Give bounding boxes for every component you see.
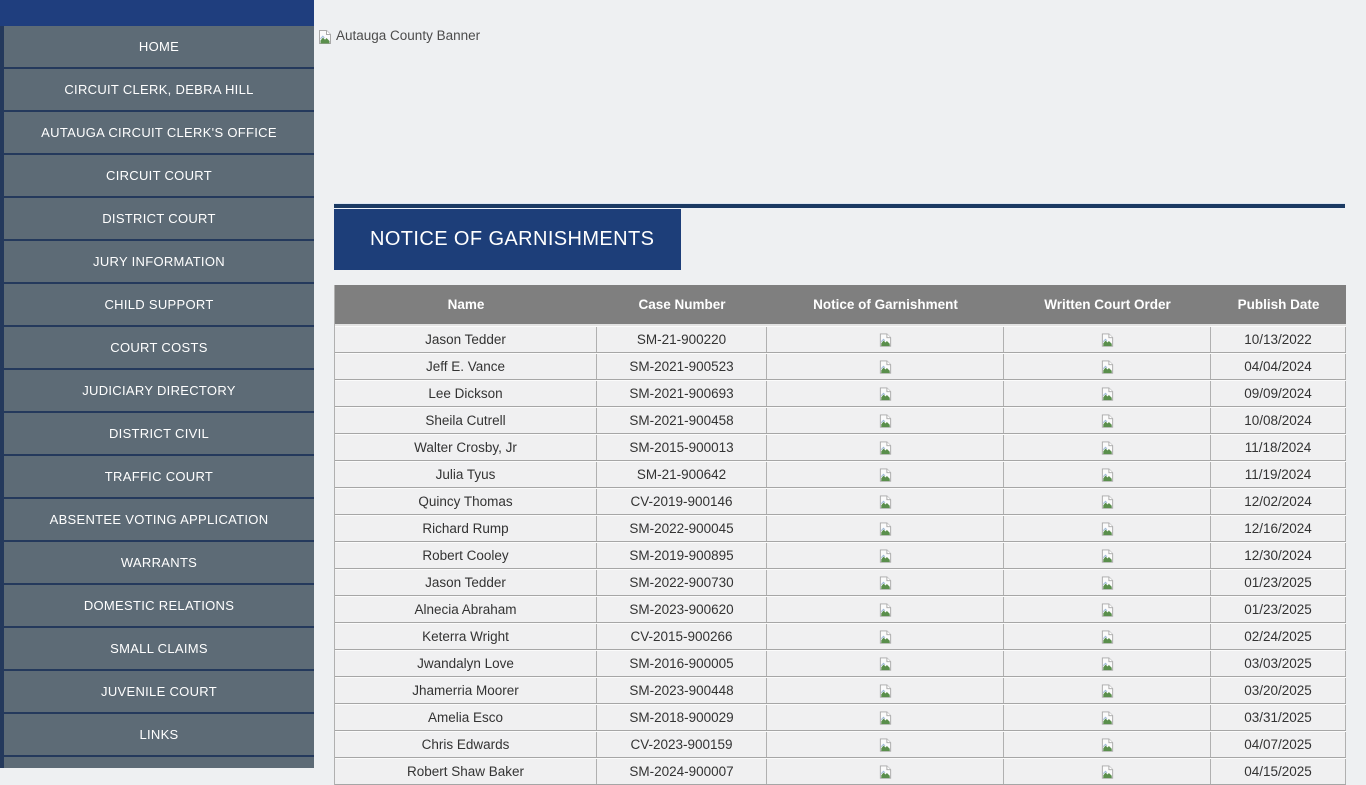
broken-image-icon xyxy=(878,359,893,375)
publish-date-cell: 02/24/2025 xyxy=(1211,624,1346,649)
broken-image-icon xyxy=(878,656,893,672)
name-cell: Robert Shaw Baker xyxy=(335,759,597,784)
broken-image-icon xyxy=(1100,467,1115,483)
notice-of-garnishment-cell xyxy=(767,381,1004,406)
written-court-order-cell xyxy=(1004,327,1211,352)
court-order-document-link[interactable] xyxy=(1100,332,1115,348)
name-cell: Jeff E. Vance xyxy=(335,354,597,379)
notice-document-link[interactable] xyxy=(878,332,893,348)
sidebar-item-label: DISTRICT CIVIL xyxy=(108,426,210,441)
broken-image-icon xyxy=(1100,764,1115,780)
notice-document-link[interactable] xyxy=(878,413,893,429)
case-number-cell: SM-2024-900007 xyxy=(597,759,767,784)
notice-document-link[interactable] xyxy=(878,494,893,510)
table-row xyxy=(335,407,1346,434)
court-order-document-link[interactable] xyxy=(1100,629,1115,645)
publish-date-cell: 10/13/2022 xyxy=(1211,327,1346,352)
table-row xyxy=(335,623,1346,650)
case-number-cell: SM-2023-900620 xyxy=(597,597,767,622)
header-case-number: Case Number xyxy=(638,297,726,312)
table-row xyxy=(335,434,1346,461)
case-number-cell: CV-2015-900266 xyxy=(597,624,767,649)
sidebar-item[interactable] xyxy=(4,198,314,241)
sidebar-item[interactable] xyxy=(4,499,314,542)
name-cell: Amelia Esco xyxy=(335,705,597,730)
sidebar-item-label: DOMESTIC RELATIONS xyxy=(83,598,235,613)
broken-image-icon xyxy=(1100,494,1115,510)
court-order-document-link[interactable] xyxy=(1100,440,1115,456)
case-number-cell: SM-2021-900523 xyxy=(597,354,767,379)
publish-date-cell: 04/04/2024 xyxy=(1211,354,1346,379)
publish-date-cell: 12/30/2024 xyxy=(1211,543,1346,568)
publish-date-cell: 09/09/2024 xyxy=(1211,381,1346,406)
broken-image-icon xyxy=(878,386,893,402)
sidebar-item[interactable] xyxy=(4,542,314,585)
notice-document-link[interactable] xyxy=(878,548,893,564)
sidebar-item[interactable] xyxy=(4,284,314,327)
broken-image-icon xyxy=(1100,359,1115,375)
broken-image-icon xyxy=(878,521,893,537)
broken-image-icon xyxy=(878,629,893,645)
publish-date-cell: 01/23/2025 xyxy=(1211,570,1346,595)
notice-of-garnishment-cell xyxy=(767,516,1004,541)
notice-of-garnishment-cell xyxy=(767,462,1004,487)
name-cell: Jason Tedder xyxy=(335,327,597,352)
notice-of-garnishment-cell xyxy=(767,408,1004,433)
publish-date-cell: 11/18/2024 xyxy=(1211,435,1346,460)
case-number-cell: SM-21-900642 xyxy=(597,462,767,487)
written-court-order-cell xyxy=(1004,354,1211,379)
banner-image-placeholder xyxy=(317,28,480,45)
broken-image-icon xyxy=(1100,629,1115,645)
notice-of-garnishment-cell xyxy=(767,759,1004,784)
sidebar-item[interactable] xyxy=(4,327,314,370)
broken-image-icon xyxy=(878,494,893,510)
section-title-box xyxy=(334,209,681,270)
sidebar-item-label: SMALL CLAIMS xyxy=(110,641,208,656)
table-row xyxy=(335,596,1346,623)
written-court-order-cell xyxy=(1004,462,1211,487)
name-cell: Keterra Wright xyxy=(335,624,597,649)
publish-date-cell: 04/15/2025 xyxy=(1211,759,1346,784)
notice-of-garnishment-cell xyxy=(767,624,1004,649)
name-cell: Jwandalyn Love xyxy=(335,651,597,676)
broken-image-icon xyxy=(1100,602,1115,618)
table-row xyxy=(335,380,1346,407)
broken-image-icon xyxy=(878,467,893,483)
court-order-document-link[interactable] xyxy=(1100,386,1115,402)
broken-image-icon xyxy=(1100,575,1115,591)
publish-date-cell: 01/23/2025 xyxy=(1211,597,1346,622)
name-cell: Chris Edwards xyxy=(335,732,597,757)
name-cell: Walter Crosby, Jr xyxy=(335,435,597,460)
case-number-cell: SM-2016-900005 xyxy=(597,651,767,676)
notice-of-garnishment-cell xyxy=(767,435,1004,460)
sidebar-nav xyxy=(4,26,314,768)
broken-image-icon xyxy=(1100,386,1115,402)
written-court-order-cell xyxy=(1004,759,1211,784)
sidebar-item[interactable] xyxy=(4,370,314,413)
table-row xyxy=(335,677,1346,704)
notice-of-garnishment-cell xyxy=(767,354,1004,379)
broken-image-icon xyxy=(1100,710,1115,726)
court-order-document-link[interactable] xyxy=(1100,467,1115,483)
publish-date-cell: 10/08/2024 xyxy=(1211,408,1346,433)
broken-image-icon xyxy=(878,413,893,429)
header-name: Name xyxy=(447,297,485,312)
court-order-document-link[interactable] xyxy=(1100,521,1115,537)
written-court-order-cell xyxy=(1004,435,1211,460)
court-order-document-link[interactable] xyxy=(1100,683,1115,699)
table-row xyxy=(335,515,1346,542)
table-row xyxy=(335,569,1346,596)
name-cell: Jason Tedder xyxy=(335,570,597,595)
written-court-order-cell xyxy=(1004,489,1211,514)
broken-image-icon xyxy=(878,602,893,618)
table-row xyxy=(335,731,1346,758)
written-court-order-cell xyxy=(1004,381,1211,406)
notice-document-link[interactable] xyxy=(878,575,893,591)
sidebar-item-label: LINKS xyxy=(139,727,179,742)
case-number-cell: CV-2023-900159 xyxy=(597,732,767,757)
court-order-document-link[interactable] xyxy=(1100,359,1115,375)
case-number-cell: SM-2021-900693 xyxy=(597,381,767,406)
sidebar-item-label: WARRANTS xyxy=(120,555,198,570)
notice-document-link[interactable] xyxy=(878,467,893,483)
case-number-cell: SM-2015-900013 xyxy=(597,435,767,460)
court-order-document-link[interactable] xyxy=(1100,575,1115,591)
name-cell: Sheila Cutrell xyxy=(335,408,597,433)
notice-of-garnishment-cell xyxy=(767,570,1004,595)
sidebar-item-label: JUDICIARY DIRECTORY xyxy=(82,383,236,398)
written-court-order-cell xyxy=(1004,651,1211,676)
sidebar-item[interactable] xyxy=(4,456,314,499)
sidebar-item[interactable] xyxy=(4,69,314,112)
notice-document-link[interactable] xyxy=(878,386,893,402)
table-body xyxy=(335,326,1346,785)
notice-document-link[interactable] xyxy=(878,737,893,753)
banner-alt-text: Autauga County Banner xyxy=(336,28,481,43)
table-header-row xyxy=(335,285,1346,326)
notice-document-link[interactable] xyxy=(878,656,893,672)
notice-document-link[interactable] xyxy=(878,602,893,618)
sidebar-item[interactable] xyxy=(4,413,314,456)
written-court-order-cell xyxy=(1004,408,1211,433)
broken-image-icon xyxy=(1100,413,1115,429)
name-cell: Robert Cooley xyxy=(335,543,597,568)
sidebar-item[interactable] xyxy=(4,155,314,198)
sidebar-item[interactable] xyxy=(4,671,314,714)
court-order-document-link[interactable] xyxy=(1100,764,1115,780)
notice-document-link[interactable] xyxy=(878,629,893,645)
table-row xyxy=(335,326,1346,353)
written-court-order-cell xyxy=(1004,705,1211,730)
sidebar-item-label: JURY INFORMATION xyxy=(93,254,225,269)
table-row xyxy=(335,704,1346,731)
notice-document-link[interactable] xyxy=(878,764,893,780)
table-row xyxy=(335,353,1346,380)
written-court-order-cell xyxy=(1004,543,1211,568)
sidebar-item-label: JUVENILE COURT xyxy=(101,684,217,699)
court-order-document-link[interactable] xyxy=(1100,656,1115,672)
written-court-order-cell xyxy=(1004,597,1211,622)
court-order-document-link[interactable] xyxy=(1100,602,1115,618)
case-number-cell: SM-2022-900045 xyxy=(597,516,767,541)
notice-of-garnishment-cell xyxy=(767,678,1004,703)
header-notice-of-garnishment: Notice of Garnishment xyxy=(813,297,958,312)
publish-date-cell: 03/03/2025 xyxy=(1211,651,1346,676)
sidebar-item-label: ABSENTEE VOTING APPLICATION xyxy=(49,512,269,527)
sidebar-item[interactable] xyxy=(4,585,314,628)
written-court-order-cell xyxy=(1004,516,1211,541)
table-row xyxy=(335,461,1346,488)
garnishments-table xyxy=(334,285,1346,785)
sidebar xyxy=(0,0,314,768)
court-order-document-link[interactable] xyxy=(1100,413,1115,429)
header-written-court-order: Written Court Order xyxy=(1044,297,1171,312)
sidebar-item[interactable] xyxy=(4,241,314,284)
case-number-cell: SM-2018-900029 xyxy=(597,705,767,730)
publish-date-cell: 03/31/2025 xyxy=(1211,705,1346,730)
notice-of-garnishment-cell xyxy=(767,651,1004,676)
case-number-cell: CV-2019-900146 xyxy=(597,489,767,514)
written-court-order-cell xyxy=(1004,678,1211,703)
sidebar-item-label: CIRCUIT CLERK, DEBRA HILL xyxy=(64,82,254,97)
broken-image-icon xyxy=(878,575,893,591)
page-title: NOTICE OF GARNISHMENTS xyxy=(370,228,655,250)
notice-of-garnishment-cell xyxy=(767,489,1004,514)
written-court-order-cell xyxy=(1004,570,1211,595)
notice-of-garnishment-cell xyxy=(767,732,1004,757)
case-number-cell: SM-21-900220 xyxy=(597,327,767,352)
sidebar-item-label: DISTRICT COURT xyxy=(102,211,216,226)
broken-image-icon xyxy=(1100,683,1115,699)
broken-image-icon xyxy=(878,548,893,564)
case-number-cell: SM-2021-900458 xyxy=(597,408,767,433)
sidebar-item-label: HOME xyxy=(138,39,180,54)
court-order-document-link[interactable] xyxy=(1100,737,1115,753)
name-cell: Richard Rump xyxy=(335,516,597,541)
publish-date-cell: 12/16/2024 xyxy=(1211,516,1346,541)
case-number-cell: SM-2019-900895 xyxy=(597,543,767,568)
broken-image-icon xyxy=(878,737,893,753)
court-order-document-link[interactable] xyxy=(1100,548,1115,564)
publish-date-cell: 12/02/2024 xyxy=(1211,489,1346,514)
sidebar-item-label: CHILD SUPPORT xyxy=(104,297,214,312)
name-cell: Quincy Thomas xyxy=(335,489,597,514)
table-row xyxy=(335,650,1346,677)
notice-document-link[interactable] xyxy=(878,359,893,375)
notice-of-garnishment-cell xyxy=(767,543,1004,568)
broken-image-icon xyxy=(1100,440,1115,456)
broken-image-icon xyxy=(1100,521,1115,537)
written-court-order-cell xyxy=(1004,732,1211,757)
sidebar-header-bar xyxy=(0,0,314,26)
table-row xyxy=(335,488,1346,515)
sidebar-item-label: AUTAUGA CIRCUIT CLERK'S OFFICE xyxy=(41,125,277,140)
broken-image-icon xyxy=(878,764,893,780)
notice-of-garnishment-cell xyxy=(767,327,1004,352)
sidebar-item[interactable] xyxy=(4,26,314,69)
broken-image-icon xyxy=(1100,332,1115,348)
name-cell: Lee Dickson xyxy=(335,381,597,406)
sidebar-item-label: TRAFFIC COURT xyxy=(104,469,214,484)
broken-image-icon xyxy=(878,440,893,456)
case-number-cell: SM-2022-900730 xyxy=(597,570,767,595)
broken-image-icon xyxy=(878,332,893,348)
publish-date-cell: 03/20/2025 xyxy=(1211,678,1346,703)
broken-image-icon xyxy=(1100,548,1115,564)
broken-image-icon xyxy=(317,29,333,45)
sidebar-item[interactable] xyxy=(4,714,314,757)
broken-image-icon xyxy=(1100,737,1115,753)
name-cell: Jhamerria Moorer xyxy=(335,678,597,703)
notice-of-garnishment-cell xyxy=(767,705,1004,730)
name-cell: Alnecia Abraham xyxy=(335,597,597,622)
court-order-document-link[interactable] xyxy=(1100,494,1115,510)
sidebar-item-label: COURT COSTS xyxy=(110,340,208,355)
broken-image-icon xyxy=(878,683,893,699)
notice-document-link[interactable] xyxy=(878,710,893,726)
table-row xyxy=(335,758,1346,785)
court-order-document-link[interactable] xyxy=(1100,710,1115,726)
case-number-cell: SM-2023-900448 xyxy=(597,678,767,703)
notice-of-garnishment-cell xyxy=(767,597,1004,622)
table-row xyxy=(335,542,1346,569)
name-cell: Julia Tyus xyxy=(335,462,597,487)
sidebar-item-label: CIRCUIT COURT xyxy=(106,168,212,183)
notice-document-link[interactable] xyxy=(878,521,893,537)
written-court-order-cell xyxy=(1004,624,1211,649)
broken-image-icon xyxy=(1100,656,1115,672)
sidebar-item[interactable] xyxy=(4,628,314,671)
publish-date-cell: 04/07/2025 xyxy=(1211,732,1346,757)
sidebar-item[interactable] xyxy=(4,112,314,155)
header-publish-date: Publish Date xyxy=(1237,297,1320,312)
notice-document-link[interactable] xyxy=(878,683,893,699)
publish-date-cell: 11/19/2024 xyxy=(1211,462,1346,487)
broken-image-icon xyxy=(878,710,893,726)
notice-document-link[interactable] xyxy=(878,440,893,456)
